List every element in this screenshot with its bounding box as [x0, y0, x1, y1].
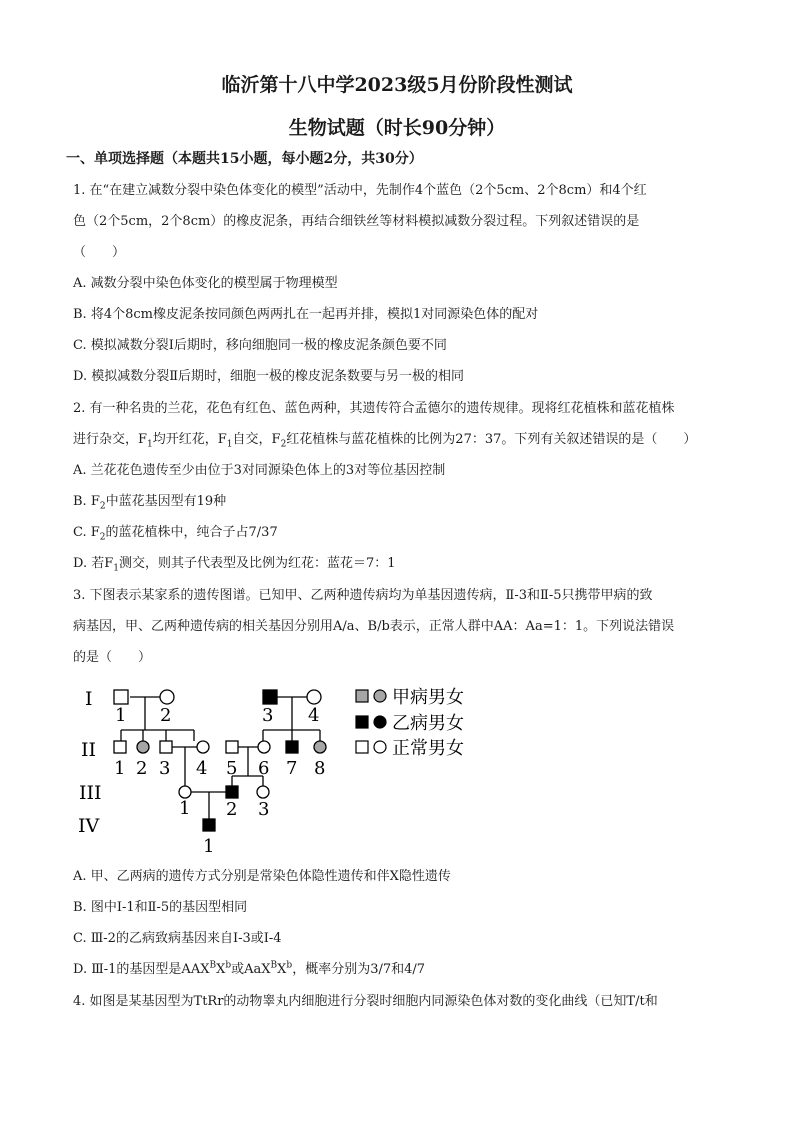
- disease-jia-female-symbol: [314, 741, 326, 753]
- legend-yi-female-swatch: [374, 716, 386, 728]
- q1-option-d: D. 模拟减数分裂Ⅱ后期时，细胞一极的橡皮泥条数要与另一极的相同: [73, 369, 465, 384]
- legend-label: 乙病男女: [392, 713, 464, 734]
- q4-stem-line1: 4. 如图是某基因型为TtRr的动物睾丸内细胞进行分裂时细胞内同源染色体对数的变化曲线（已知T/t和: [73, 994, 658, 1009]
- q3-stem-line2: 病基因，甲、乙两种遗传病的相关基因分别用A/a、B/b表示，正常人群中AA：Aa=1：1。下列说法错误: [73, 619, 675, 634]
- q3-d-sup: b: [286, 960, 293, 971]
- legend-normal-male-swatch: [356, 741, 368, 753]
- q3-option-c: C. Ⅲ-2的乙病致病基因来自Ⅰ-3或Ⅰ-4: [73, 931, 282, 946]
- q2-sub: 2: [280, 439, 287, 450]
- q3-d-sup: B: [209, 960, 217, 971]
- q2-stem-text: 均开红花，F: [152, 432, 227, 447]
- generation-label: II: [81, 739, 97, 761]
- q3-d-text: 或AaX: [231, 962, 271, 977]
- q2-d-text: 测交，则其子代表型及比例为红花：蓝花＝7：1: [118, 556, 396, 571]
- q2-option-b: [73, 493, 226, 511]
- q2-option-d: [73, 555, 396, 573]
- exam-subtitle: 生物试题（时长90分钟）: [288, 117, 506, 139]
- q3-d-text: ，概率分别为3/7和4/7: [292, 962, 426, 977]
- q2-d-sub: 1: [113, 563, 119, 574]
- normal-female-symbol: [197, 741, 209, 753]
- individual-number: 4: [196, 758, 208, 779]
- q3-d-text: X: [216, 962, 226, 977]
- q2-b-text: 中蓝花基因型有19种: [105, 494, 227, 509]
- generation-label: III: [79, 782, 102, 804]
- q2-sub: 1: [147, 439, 153, 450]
- normal-male-symbol: [226, 741, 238, 753]
- q3-option-b: B. 图中Ⅰ-1和Ⅱ-5的基因型相同: [73, 900, 248, 915]
- individual-number: 1: [179, 798, 191, 819]
- individual-number: 3: [262, 705, 274, 726]
- generation-label: IV: [78, 815, 100, 837]
- individual-number: 5: [226, 758, 238, 779]
- normal-female-symbol: [160, 690, 174, 704]
- q2-stem-text: 进行杂交，F: [73, 432, 148, 447]
- q1-stem-line3: （ ）: [73, 245, 126, 260]
- q2-c-text: 的蓝花植株中，纯合子占7/37: [105, 525, 278, 540]
- q3-d-text: D. Ⅲ-1的基因型是AAX: [73, 962, 210, 977]
- generation-label: I: [85, 688, 93, 710]
- q3-d-text: X: [277, 962, 287, 977]
- q3-option-d: [73, 961, 425, 979]
- normal-male-symbol: [114, 741, 126, 753]
- normal-male-symbol: [160, 741, 172, 753]
- individual-number: 7: [286, 758, 298, 779]
- individual-number: 1: [203, 836, 215, 857]
- q1-option-c: C. 模拟减数分裂Ⅰ后期时，移向细胞同一极的橡皮泥条颜色要不同: [73, 338, 447, 353]
- q3-d-sup: b: [225, 960, 232, 971]
- section-heading: 一、单项选择题（本题共15小题，每小题2分，共30分）: [66, 151, 423, 167]
- q3-option-a: A. 甲、乙两病的遗传方式分别是常染色体隐性遗传和伴X隐性遗传: [73, 869, 451, 884]
- q1-option-b: B. 将4个8cm橡皮泥条按同颜色两两扎在一起再并排，模拟1对同源染色体的配对: [73, 307, 539, 322]
- q2-stem-text: 红花植株与蓝花植株的比例为27：37。下列有关叙述错误的是（ ）: [286, 432, 697, 447]
- individual-number: 2: [160, 705, 172, 726]
- legend-normal-female-swatch: [374, 741, 386, 753]
- normal-female-symbol: [179, 786, 191, 798]
- q2-option-a: A. 兰花花色遗传至少由位于3对同源染色体上的3对等位基因控制: [73, 463, 446, 478]
- q2-c-text: C. F: [73, 525, 100, 540]
- q3-stem-line3: 的是（ ）: [73, 650, 152, 665]
- q2-stem-line2: [73, 431, 696, 449]
- individual-number: 2: [226, 799, 238, 820]
- q2-b-text: B. F: [73, 494, 100, 509]
- disease-yi-male-symbol: [203, 819, 215, 831]
- q2-d-text: D. 若F: [73, 556, 114, 571]
- q2-b-sub: 2: [99, 501, 106, 512]
- individual-number: 1: [115, 705, 127, 726]
- disease-yi-male-symbol: [226, 786, 238, 798]
- individual-number: 3: [258, 799, 270, 820]
- individual-number: 2: [136, 758, 148, 779]
- pedigree-diagram: [70, 678, 630, 858]
- legend-jia-female-swatch: [374, 690, 386, 702]
- q2-sub: 1: [226, 439, 233, 450]
- legend-yi-male-swatch: [356, 716, 368, 728]
- disease-jia-female-symbol: [137, 741, 149, 753]
- exam-title: 临沂第十八中学2023级5月份阶段性测试: [221, 74, 573, 96]
- individual-number: 3: [159, 758, 171, 779]
- legend-label: 甲病男女: [392, 687, 464, 708]
- q2-stem-text: 自交，F: [232, 432, 281, 447]
- normal-female-symbol: [257, 786, 269, 798]
- q2-option-c: [73, 524, 278, 542]
- legend-jia-male-swatch: [356, 690, 368, 702]
- q3-d-sup: B: [270, 960, 278, 971]
- normal-female-symbol: [258, 741, 270, 753]
- legend-label: 正常男女: [392, 738, 464, 759]
- normal-female-symbol: [307, 690, 321, 704]
- individual-number: 6: [258, 758, 270, 779]
- disease-yi-male-symbol: [263, 690, 277, 704]
- q1-option-a: A. 减数分裂中染色体变化的模型属于物理模型: [73, 276, 338, 291]
- normal-male-symbol: [114, 690, 128, 704]
- q1-stem-line2: 色（2个5cm，2个8cm）的橡皮泥条，再结合细铁丝等材料模拟减数分裂过程。下列叙述错误的是: [73, 214, 640, 229]
- individual-number: 1: [114, 758, 126, 779]
- disease-yi-male-symbol: [286, 741, 298, 753]
- q3-stem-line1: 3. 下图表示某家系的遗传图谱。已知甲、乙两种遗传病均为单基因遗传病，Ⅱ-3和Ⅱ-5只携带甲病的致: [73, 588, 653, 603]
- q2-stem-line1: 2. 有一种名贵的兰花，花色有红色、蓝色两种，其遗传符合孟德尔的遗传规律。现将红花植株和蓝花植株: [73, 401, 675, 416]
- individual-number: 8: [314, 758, 326, 779]
- q1-stem-line1: 1. 在“在建立减数分裂中染色体变化的模型”活动中，先制作4个蓝色（2个5cm、2个8cm）和4个红: [73, 183, 647, 198]
- q2-c-sub: 2: [99, 532, 106, 543]
- individual-number: 4: [308, 705, 320, 726]
